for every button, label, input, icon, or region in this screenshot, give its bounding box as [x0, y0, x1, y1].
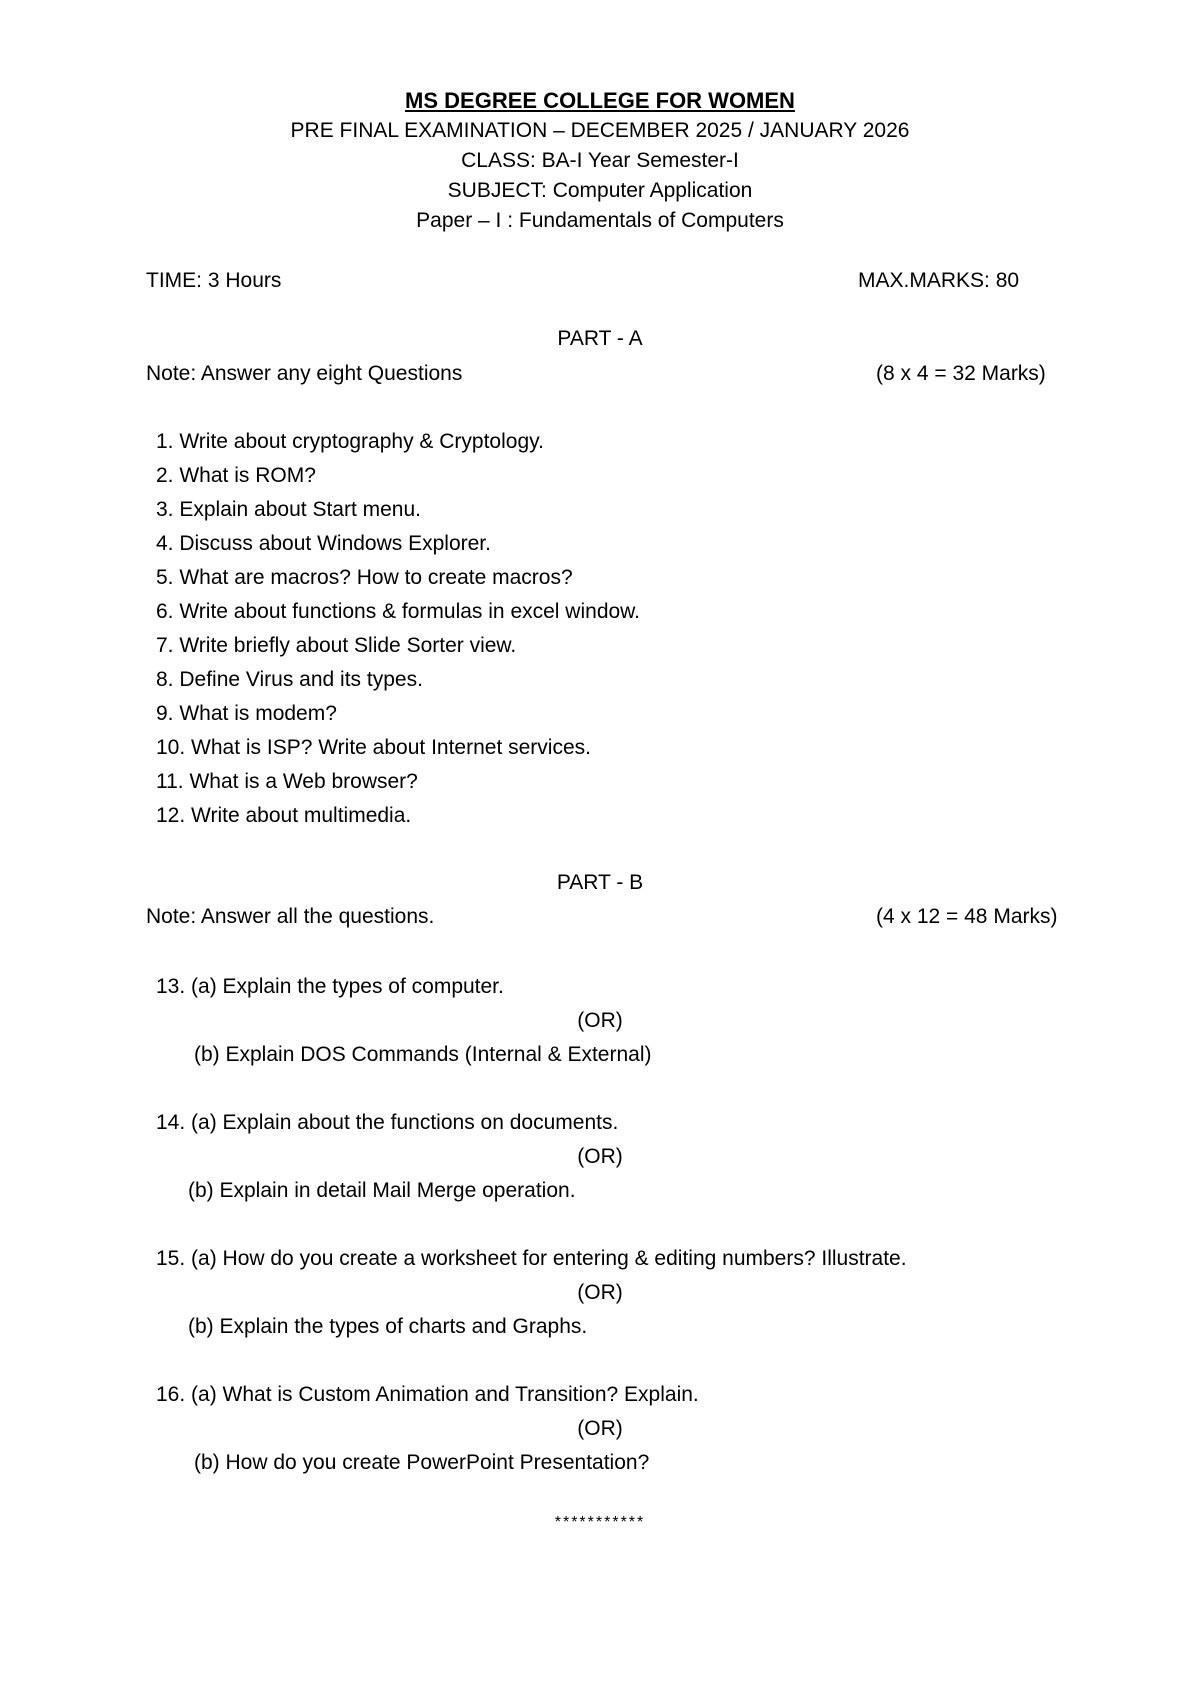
question-item: 10. What is ISP? Write about Internet services.	[156, 736, 591, 759]
end-marker: ***********	[554, 1514, 646, 1531]
question-b: (b) Explain in detail Mail Merge operation.	[188, 1179, 576, 1202]
part-a-marks: (8 x 4 = 32 Marks)	[876, 362, 1046, 385]
question-item: 9. What is modem?	[156, 702, 337, 725]
question-item: 11. What is a Web browser?	[156, 770, 418, 793]
question-a: 14. (a) Explain about the functions on documents.	[156, 1111, 619, 1134]
max-marks-label: MAX.MARKS: 80	[858, 269, 1020, 292]
paper-line: Paper – I : Fundamentals of Computers	[416, 209, 784, 232]
subject-line: SUBJECT: Computer Application	[447, 179, 753, 202]
question-item: 12. Write about multimedia.	[156, 804, 412, 827]
exam-title: PRE FINAL EXAMINATION – DECEMBER 2025 / JANUARY 2026	[290, 119, 910, 142]
or-separator: (OR)	[577, 1417, 623, 1440]
question-item: 6. Write about functions & formulas in excel window.	[156, 600, 641, 623]
or-separator: (OR)	[577, 1145, 623, 1168]
time-label: TIME: 3 Hours	[146, 269, 282, 292]
part-b-note: Note: Answer all the questions.	[146, 905, 435, 928]
question-b: (b) Explain DOS Commands (Internal & External)	[194, 1043, 652, 1066]
question-a: 16. (a) What is Custom Animation and Transition? Explain.	[156, 1383, 699, 1406]
part-a-note: Note: Answer any eight Questions	[146, 362, 463, 385]
question-item: 2. What is ROM?	[156, 464, 316, 487]
or-separator: (OR)	[577, 1281, 623, 1304]
part-a-title: PART - A	[557, 327, 643, 350]
question-b: (b) How do you create PowerPoint Presentation?	[194, 1451, 650, 1474]
question-a: 15. (a) How do you create a worksheet for entering & editing numbers? Illustrate.	[156, 1247, 907, 1270]
question-a: 13. (a) Explain the types of computer.	[156, 975, 504, 998]
part-b-title: PART - B	[556, 871, 644, 894]
college-name: MS DEGREE COLLEGE FOR WOMEN	[405, 88, 795, 113]
question-item: 8. Define Virus and its types.	[156, 668, 423, 691]
question-b: (b) Explain the types of charts and Graphs.	[188, 1315, 588, 1338]
or-separator: (OR)	[577, 1009, 623, 1032]
class-line: CLASS: BA-I Year Semester-I	[461, 149, 739, 172]
question-item: 3. Explain about Start menu.	[156, 498, 421, 521]
question-item: 1. Write about cryptography & Cryptology.	[156, 430, 544, 453]
question-item: 7. Write briefly about Slide Sorter view.	[156, 634, 517, 657]
part-b-marks: (4 x 12 = 48 Marks)	[876, 905, 1058, 928]
question-item: 4. Discuss about Windows Explorer.	[156, 532, 491, 555]
question-item: 5. What are macros? How to create macros?	[156, 566, 573, 589]
